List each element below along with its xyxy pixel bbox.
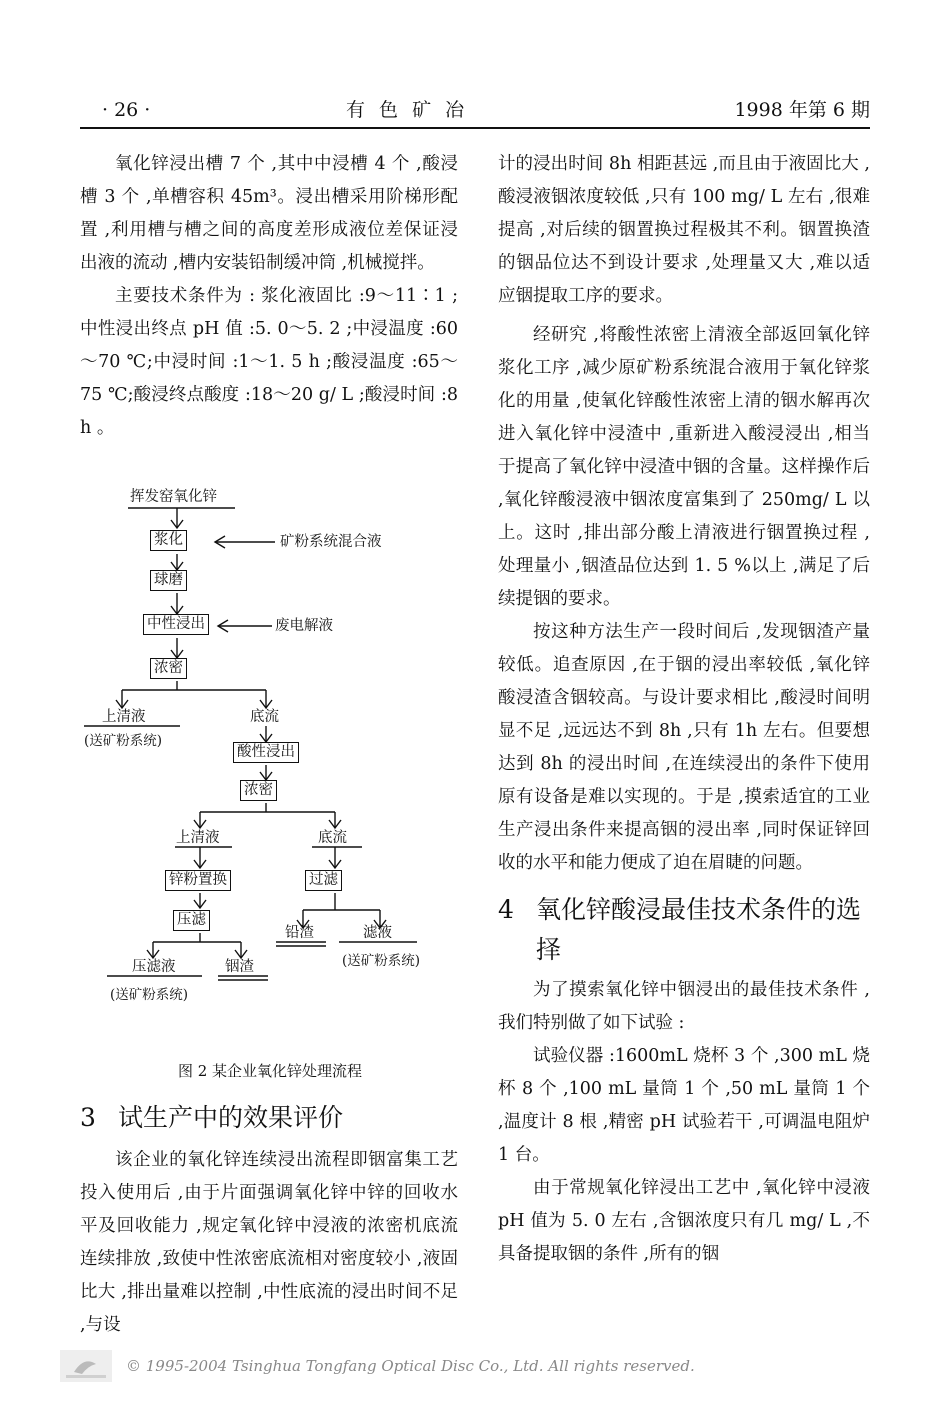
- input-waste-electrolyte: 废电解液: [275, 618, 333, 634]
- node-zinc-displacement: 锌粉置换: [165, 870, 231, 891]
- node-press-filtrate: 压滤液: [132, 959, 176, 975]
- paragraph: 主要技术条件为 : 浆化液固比 :9～11∶1 ;中性浸出终点 pH 值 :5. 0～5. 2 ;中浸温度 :60～70 ℃;中浸时间 :1～1. 5 h ;酸浸温度 :65～75 ℃;酸浸终点酸度 :18～20 g/ L ;酸浸时间 :8 h 。: [80, 286, 458, 438]
- node-underflow-2: 底流: [318, 830, 347, 846]
- left-column-bottom: [80, 1098, 458, 1342]
- node-supernatant-1: 上清液: [102, 709, 146, 725]
- node-supernatant-2: 上清液: [176, 830, 220, 846]
- node-acid-leach: 酸性浸出: [233, 742, 299, 763]
- section-3-heading: [80, 1098, 458, 1138]
- paragraph: 氧化锌浸出槽 7 个 ,其中中浸槽 4 个 ,酸浸槽 3 个 ,单槽容积 45m³。浸出槽采用阶梯形配置 ,利用槽与槽之间的高度差形成液位差保证浸出液的流动 ,槽内安装铅制缓冲筒 ,机械搅拌。: [80, 154, 458, 273]
- node-neutral-leach: 中性浸出: [143, 614, 209, 635]
- note-to-ore-system-2: (送矿粉系统): [342, 953, 421, 969]
- page-header: [80, 95, 870, 131]
- node-thickener-2: 浓密: [240, 780, 277, 801]
- note-to-ore-system-3: (送矿粉系统): [110, 987, 189, 1003]
- figure-caption: 图 2 某企业氧化锌处理流程: [177, 1062, 363, 1080]
- node-indium-residue: 铟渣: [225, 959, 254, 975]
- note-to-ore-system-1: (送矿粉系统): [84, 733, 163, 749]
- node-ball-mill: 球磨: [150, 570, 187, 591]
- copyright-footer: © 1995-2004 Tsinghua Tongfang Optical Disc Co., Ltd. All rights reserved.: [126, 1357, 695, 1375]
- flowchart-figure: [80, 480, 460, 1040]
- paragraph: 该企业的氧化锌连续浸出流程即铟富集工艺投入使用后 ,由于片面强调氧化锌中锌的回收水平及回收能力 ,规定氧化锌中浸液的浓密机底流连续排放 ,致使中性浓密底流相对密度较小 ,液固比大 ,排出量难以控制 ,中性底流的浸出时间不足 ,与设: [80, 1150, 458, 1335]
- node-filtrate: 滤液: [363, 925, 392, 941]
- section-4-heading: [498, 890, 870, 970]
- section-4-title: 氧化锌酸浸最佳技术条件的选择: [536, 895, 862, 964]
- paragraph: 计的浸出时间 8h 相距甚远 ,而且由于液固比大 ,酸浸液铟浓度较低 ,只有 100 mg/ L 左右 ,很难提高 ,对后续的铟置换过程极其不利。铟置换渣的铟品位达不到设计要求 ,处理量又大 ,难以适应铟提取工序的要求。: [498, 154, 870, 306]
- section-3-title: 试生产中的效果评价: [118, 1103, 344, 1132]
- right-column: [498, 148, 870, 1271]
- issue-label: 1998 年第 6 期: [734, 99, 870, 121]
- paragraph: 经研究 ,将酸性浓密上清液全部返回氧化锌浆化工序 ,减少原矿粉系统混合液用于氧化锌浆化的用量 ,使氧化锌酸性浓密上清的铟水解再次进入氧化锌中浸渣中 ,重新进入酸浸浸出 ,相当于提高了氧化锌中浸渣中铟的含量。这样操作后 ,氧化锌酸浸液中铟浓度富集到了 250mg/ L 以上。这时 ,排出部分酸上清液进行铟置换过程 ,处理量小 ,铟渣品位达到 1. 5 %以上 ,满足了后续提铟的要求。: [498, 325, 870, 609]
- section-4-number: 4: [498, 895, 514, 924]
- node-thickener-1: 浓密: [150, 658, 187, 679]
- node-underflow-1: 底流: [250, 709, 279, 725]
- publisher-logo-icon: [60, 1350, 112, 1382]
- node-lead-residue: 铅渣: [285, 925, 314, 941]
- page-number: · 26 ·: [102, 99, 151, 121]
- node-kiln-zinc-oxide: 挥发窑氧化锌: [130, 489, 217, 505]
- node-slurry: 浆化: [150, 530, 187, 551]
- paragraph: 试验仪器 :1600mL 烧杯 3 个 ,300 mL 烧杯 8 个 ,100 mL 量筒 1 个 ,50 mL 量筒 1 个 ,温度计 8 根 ,精密 pH 试验若干 ,可调温电阻炉 1 台。: [498, 1046, 870, 1165]
- node-press-filter: 压滤: [173, 910, 210, 931]
- paragraph: 为了摸索氧化锌中铟浸出的最佳技术条件 ,我们特别做了如下试验 :: [498, 980, 870, 1033]
- paragraph: 由于常规氧化锌浸出工艺中 ,氧化锌中浸液 pH 值为 5. 0 左右 ,含铟浓度只有几 mg/ L ,不具备提取铟的条件 ,所有的铟: [498, 1178, 870, 1264]
- input-mixed-liquor: 矿粉系统混合液: [280, 534, 382, 550]
- section-3-number: 3: [80, 1103, 96, 1132]
- paragraph: 按这种方法生产一段时间后 ,发现铟渣产量较低。追查原因 ,在于铟的浸出率较低 ,氧化锌酸浸渣含铟较高。与设计要求相比 ,酸浸时间明显不足 ,远远达不到 8h ,只有 1h 左右。但要想达到 8h 的浸出时间 ,在连续浸出的条件下使用原有设备是难以实现的。于是 ,摸索适宜的工业生产浸出条件来提高铟的浸出率 ,同时保证锌回收的水平和能力便成了迫在眉睫的问题。: [498, 622, 870, 873]
- header-rule: [80, 127, 870, 129]
- left-column-top: [80, 148, 458, 445]
- node-filtration: 过滤: [305, 870, 342, 891]
- journal-title: 有 色 矿 冶: [346, 99, 469, 121]
